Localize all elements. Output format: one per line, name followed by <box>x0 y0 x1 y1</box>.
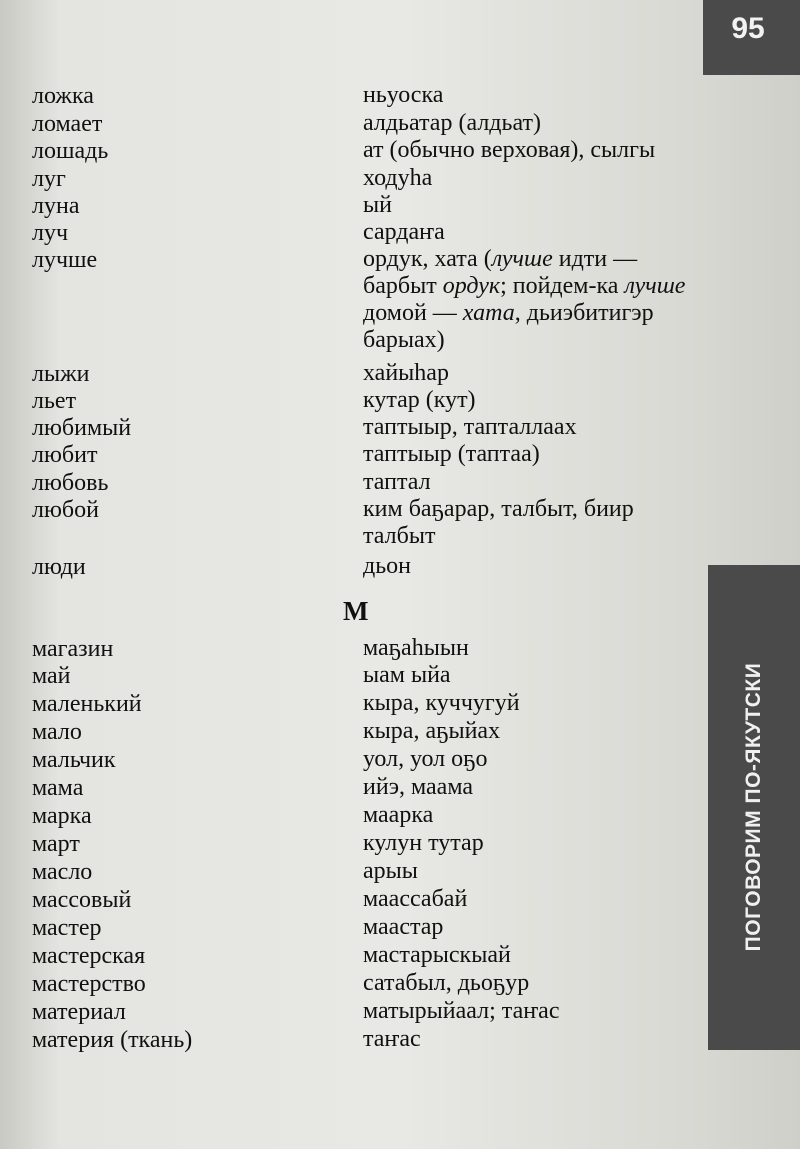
entry-translation: сатабыл, дьоҕур <box>363 970 530 996</box>
entry-term: март <box>32 831 80 857</box>
entry-translation: ый <box>363 192 392 218</box>
entry-translation-italic: ордук <box>442 273 501 299</box>
entry-translation-italic: лучше <box>624 273 686 299</box>
entry-translation-italic: хата <box>462 300 515 326</box>
entry-translation: хайыhар <box>363 360 449 386</box>
entry-translation: маастар <box>363 914 444 940</box>
entry-translation <box>363 246 693 354</box>
entry-term: люди <box>32 554 86 580</box>
entry-term: мастер <box>32 915 102 941</box>
entry-term: ложка <box>32 83 94 109</box>
entry-term: материал <box>32 999 126 1025</box>
entry-translation: таҥас <box>363 1026 421 1052</box>
entry-term: луч <box>32 220 69 246</box>
entry-translation: дьон <box>363 553 411 579</box>
entry-term: любимый <box>32 415 132 441</box>
entry-translation: матырыйаал; таҥас <box>363 998 560 1024</box>
entry-term: магазин <box>32 636 114 662</box>
entry-term: масло <box>32 859 93 885</box>
entry-term: любит <box>32 442 98 468</box>
entry-translation: маарка <box>363 802 434 828</box>
entry-translation: таптал <box>363 469 431 495</box>
entry-translation: ийэ, маама <box>363 774 473 800</box>
entry-translation: кулун тутар <box>363 830 484 856</box>
entry-translation: мастарыскыай <box>363 942 511 968</box>
entry-translation: таптыыр (таптаа) <box>363 441 540 467</box>
entry-translation: ньуоска <box>363 82 444 108</box>
entry-term: массовый <box>32 887 132 913</box>
entry-translation: ат (обычно верховая), сылгы <box>363 137 656 163</box>
entry-translation-part: , дьиэбитигэр барыах) <box>363 300 654 353</box>
entry-term: мастерская <box>32 943 146 969</box>
entry-term: льет <box>32 388 77 414</box>
entry-term: луна <box>32 193 80 219</box>
entry-translation: ходуhа <box>363 165 433 191</box>
entry-translation: таптыыр, тапталлаах <box>363 414 577 440</box>
entry-translation: арыы <box>363 858 418 884</box>
page-number: 95 <box>731 12 765 45</box>
entry-translation: кутар (кут) <box>363 387 476 413</box>
entry-term: любовь <box>32 470 109 496</box>
entry-term: мало <box>32 719 82 745</box>
entry-translation-part: идти — барбыт <box>363 246 638 299</box>
entry-term: любой <box>32 497 99 523</box>
entry-term: лошадь <box>32 138 109 164</box>
entry-term: лучше <box>32 247 98 273</box>
entry-translation-part: домой — <box>363 300 463 326</box>
entry-translation: сардаҥа <box>363 219 445 245</box>
entry-term: материя (ткань) <box>32 1027 193 1053</box>
entry-translation: маҕаhыын <box>363 635 469 661</box>
entry-translation: ким баҕарар, талбыт, биир талбыт <box>363 496 634 549</box>
entry-translation: ыам ыйа <box>363 662 451 688</box>
entry-term: мастерство <box>32 971 146 997</box>
section-letter: М <box>343 596 369 626</box>
entry-translation-italic: лучше <box>491 246 553 272</box>
side-title: ПОГОВОРИМ ПО-ЯКУТСКИ <box>742 662 765 952</box>
entry-term: луг <box>32 166 66 192</box>
entry-translation-part: ; пойдем-ка <box>500 273 625 299</box>
entry-translation: уол, уол оҕо <box>363 746 488 772</box>
entry-term: мама <box>32 775 84 801</box>
entry-term: марка <box>32 803 92 829</box>
entry-term: ломает <box>32 111 103 137</box>
entry-term: май <box>32 663 71 689</box>
entry-translation: маассабай <box>363 886 468 912</box>
entry-translation-part: ордук, хата ( <box>363 246 492 272</box>
entry-translation: алдьатар (алдьат) <box>363 110 541 136</box>
entry-term: маленький <box>32 691 142 717</box>
entry-term: мальчик <box>32 747 116 773</box>
entry-translation: кыра, аҕыйах <box>363 718 501 744</box>
entry-translation: кыра, куччугуй <box>363 690 520 716</box>
entry-term: лыжи <box>32 361 90 387</box>
